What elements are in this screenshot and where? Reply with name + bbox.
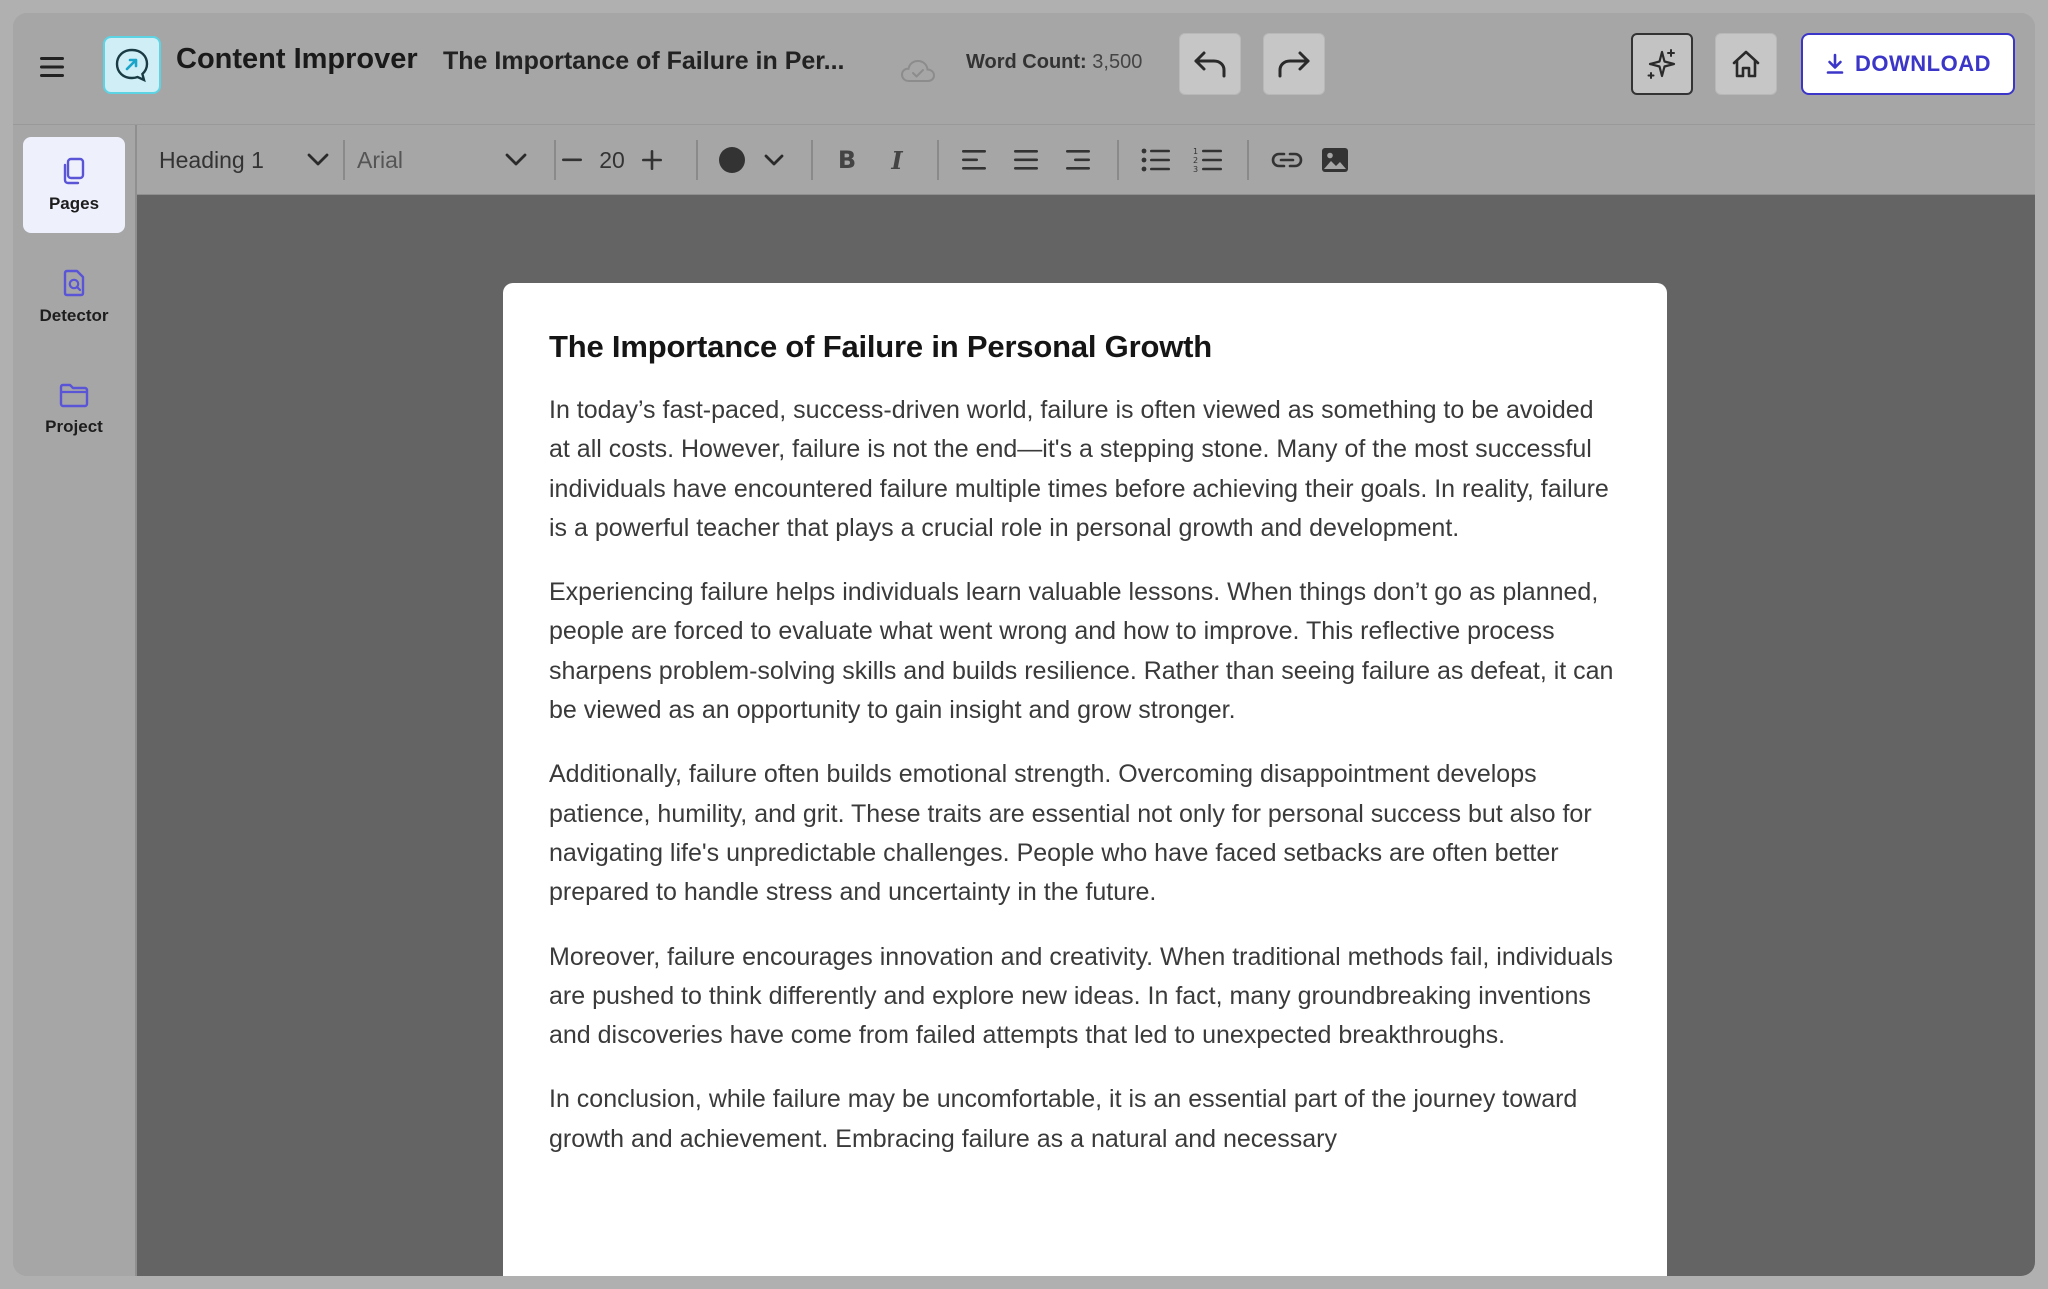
document-paragraph[interactable]: Additionally, failure often builds emotional strength. Overcoming disappointment develops patience, humility, and grit. These traits are essential not only for personal success but also for navigating life's unpredictable challenges. People who have faced setbacks are often better prepared to handle stress and uncertainty in the future. (549, 760, 1592, 907)
insert-image-button[interactable] (1319, 125, 1351, 195)
sidebar-item-detector[interactable] (23, 249, 125, 345)
align-left-button[interactable] (959, 125, 991, 195)
word-count-value: 3,500 (1092, 51, 1143, 73)
document-paragraph[interactable]: Moreover, failure encourages innovation and creativity. When traditional methods fail, individuals are pushed to think differently and explore new ideas. In fact, many groundbreaking inventions and discoveries have come from failed attempts that led to unexpected breakthroughs. (549, 942, 1614, 1050)
document-paragraph[interactable]: In today’s fast-paced, success-driven world, failure is often viewed as something to be avoided at all costs. However, failure is not the end—it's a stepping stone. Many of the most successful individuals have encountered failure multiple times before achieving their goals. In reality, failure is a powerful teacher that plays a crucial role in personal growth and development. (549, 396, 1609, 542)
align-left-icon (962, 149, 988, 171)
svg-text:1: 1 (1193, 147, 1199, 156)
bold-button[interactable]: B (837, 146, 857, 174)
app-logo (103, 36, 161, 94)
text-style-value: Heading 1 (159, 146, 264, 173)
font-size-decrease-button[interactable] (557, 125, 587, 195)
chevron-down-icon (505, 153, 527, 167)
document-paragraph[interactable]: Experiencing failure helps individuals learn valuable lessons. When things don’t go as planned, people are forced to evaluate what went wrong and how to improve. This reflective process sharpens problem-solving skills and builds resilience. Rather than seeing failure as defeat, it can be viewed as an opportunity to gain insight and grow stronger. (549, 578, 1614, 725)
minus-icon (562, 158, 582, 162)
document-page[interactable] (503, 283, 1667, 1276)
chevron-down-icon (764, 154, 784, 167)
font-size-value[interactable]: 20 (599, 146, 625, 173)
text-color-dropdown[interactable] (759, 125, 789, 195)
download-button[interactable] (1801, 33, 2015, 95)
text-style-select[interactable] (159, 125, 329, 195)
top-bar (13, 13, 2035, 125)
align-center-button[interactable] (1010, 125, 1042, 195)
app-window (13, 13, 2035, 1276)
undo-icon (1193, 49, 1227, 79)
svg-text:3: 3 (1193, 165, 1199, 173)
word-count-label: Word Count: (966, 51, 1087, 73)
toolbar-divider (554, 140, 556, 180)
undo-button[interactable] (1179, 33, 1241, 95)
document-heading[interactable]: The Importance of Failure in Personal Growth (549, 329, 1212, 364)
svg-text:2: 2 (1193, 156, 1199, 165)
bullet-list-icon (1141, 148, 1171, 172)
editor-canvas (137, 195, 2035, 1276)
numbered-list-icon (1193, 147, 1223, 173)
format-toolbar (137, 125, 2035, 195)
home-icon (1730, 48, 1762, 80)
link-icon (1271, 151, 1303, 169)
app-title: Content Improver (176, 43, 418, 75)
bullet-list-button[interactable] (1139, 125, 1173, 195)
align-right-icon (1064, 149, 1090, 171)
image-icon (1321, 147, 1349, 173)
word-count (966, 51, 1142, 74)
text-color-button[interactable] (717, 125, 747, 195)
sparkle-icon (1645, 47, 1679, 81)
download-icon (1825, 53, 1845, 75)
folder-icon (58, 381, 90, 409)
insert-link-button[interactable] (1269, 125, 1305, 195)
sidebar-item-label: Project (45, 417, 103, 436)
chevron-down-icon (307, 153, 329, 167)
redo-button[interactable] (1263, 33, 1325, 95)
italic-button[interactable]: I (891, 145, 903, 175)
numbered-list-button[interactable] (1191, 125, 1225, 195)
toolbar-divider (343, 140, 345, 180)
redo-icon (1277, 49, 1311, 79)
font-family-select[interactable] (357, 125, 527, 195)
download-label: DOWNLOAD (1855, 51, 1991, 76)
toolbar-divider (937, 140, 939, 180)
document-paragraph[interactable]: In conclusion, while failure may be uncomfortable, it is an essential part of the journey toward growth and achievement. Embracing failure as a natural and necessary (549, 1085, 1578, 1153)
align-right-button[interactable] (1061, 125, 1093, 195)
font-family-value: Arial (357, 146, 404, 173)
home-button[interactable] (1715, 33, 1777, 95)
align-center-icon (1013, 149, 1039, 171)
menu-icon[interactable] (37, 51, 69, 83)
font-size-increase-button[interactable] (637, 125, 667, 195)
sidebar-item-project[interactable] (23, 361, 125, 457)
pages-icon (59, 156, 89, 186)
left-sidebar (13, 125, 137, 1276)
ai-improve-button[interactable] (1631, 33, 1693, 95)
toolbar-divider (696, 140, 698, 180)
plus-icon (642, 150, 662, 170)
sidebar-item-label: Detector (39, 306, 109, 325)
detector-icon (59, 268, 89, 298)
toolbar-divider (1247, 140, 1249, 180)
color-swatch-icon (718, 146, 746, 174)
toolbar-divider (811, 140, 813, 180)
cloud-sync-icon (898, 57, 938, 85)
sidebar-item-label: Pages (48, 194, 100, 213)
document-title[interactable]: The Importance of Failure in Per... (443, 47, 845, 75)
toolbar-divider (1117, 140, 1119, 180)
sidebar-item-pages[interactable] (23, 137, 125, 233)
